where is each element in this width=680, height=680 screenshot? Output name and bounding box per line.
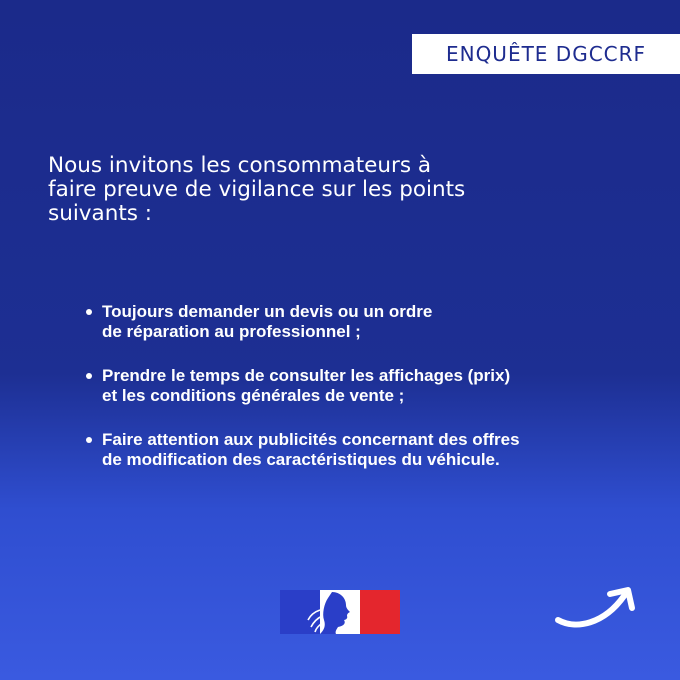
advice-list bbox=[84, 302, 644, 494]
category-tag-label: ENQUÊTE DGCCRF bbox=[445, 42, 647, 66]
advice-line: Faire attention aux publicités concernant des offres bbox=[102, 430, 520, 449]
advice-line: Toujours demander un devis ou un ordre bbox=[102, 302, 433, 321]
advice-item bbox=[84, 302, 644, 342]
intro-line: Nous invitons les consommateurs à bbox=[48, 153, 432, 178]
curved-arrow-icon[interactable] bbox=[552, 580, 642, 640]
bullet-dot-icon bbox=[86, 373, 92, 379]
advice-line: de réparation au professionnel ; bbox=[102, 322, 361, 341]
intro-line: faire preuve de vigilance sur les points bbox=[48, 177, 466, 202]
bullet-dot-icon bbox=[86, 309, 92, 315]
advice-line: et les conditions générales de vente ; bbox=[102, 386, 405, 405]
advice-line: de modification des caractéristiques du véhicule. bbox=[102, 450, 500, 469]
bullet-dot-icon bbox=[86, 437, 92, 443]
advice-line: Prendre le temps de consulter les affichages (prix) bbox=[102, 366, 511, 385]
intro-text bbox=[48, 154, 628, 226]
category-tag bbox=[412, 34, 680, 74]
marianne-flag-logo bbox=[280, 590, 400, 634]
marianne-profile-icon bbox=[280, 590, 400, 634]
intro-line: suivants : bbox=[48, 201, 153, 226]
advice-item bbox=[84, 366, 644, 406]
advice-item bbox=[84, 430, 644, 470]
